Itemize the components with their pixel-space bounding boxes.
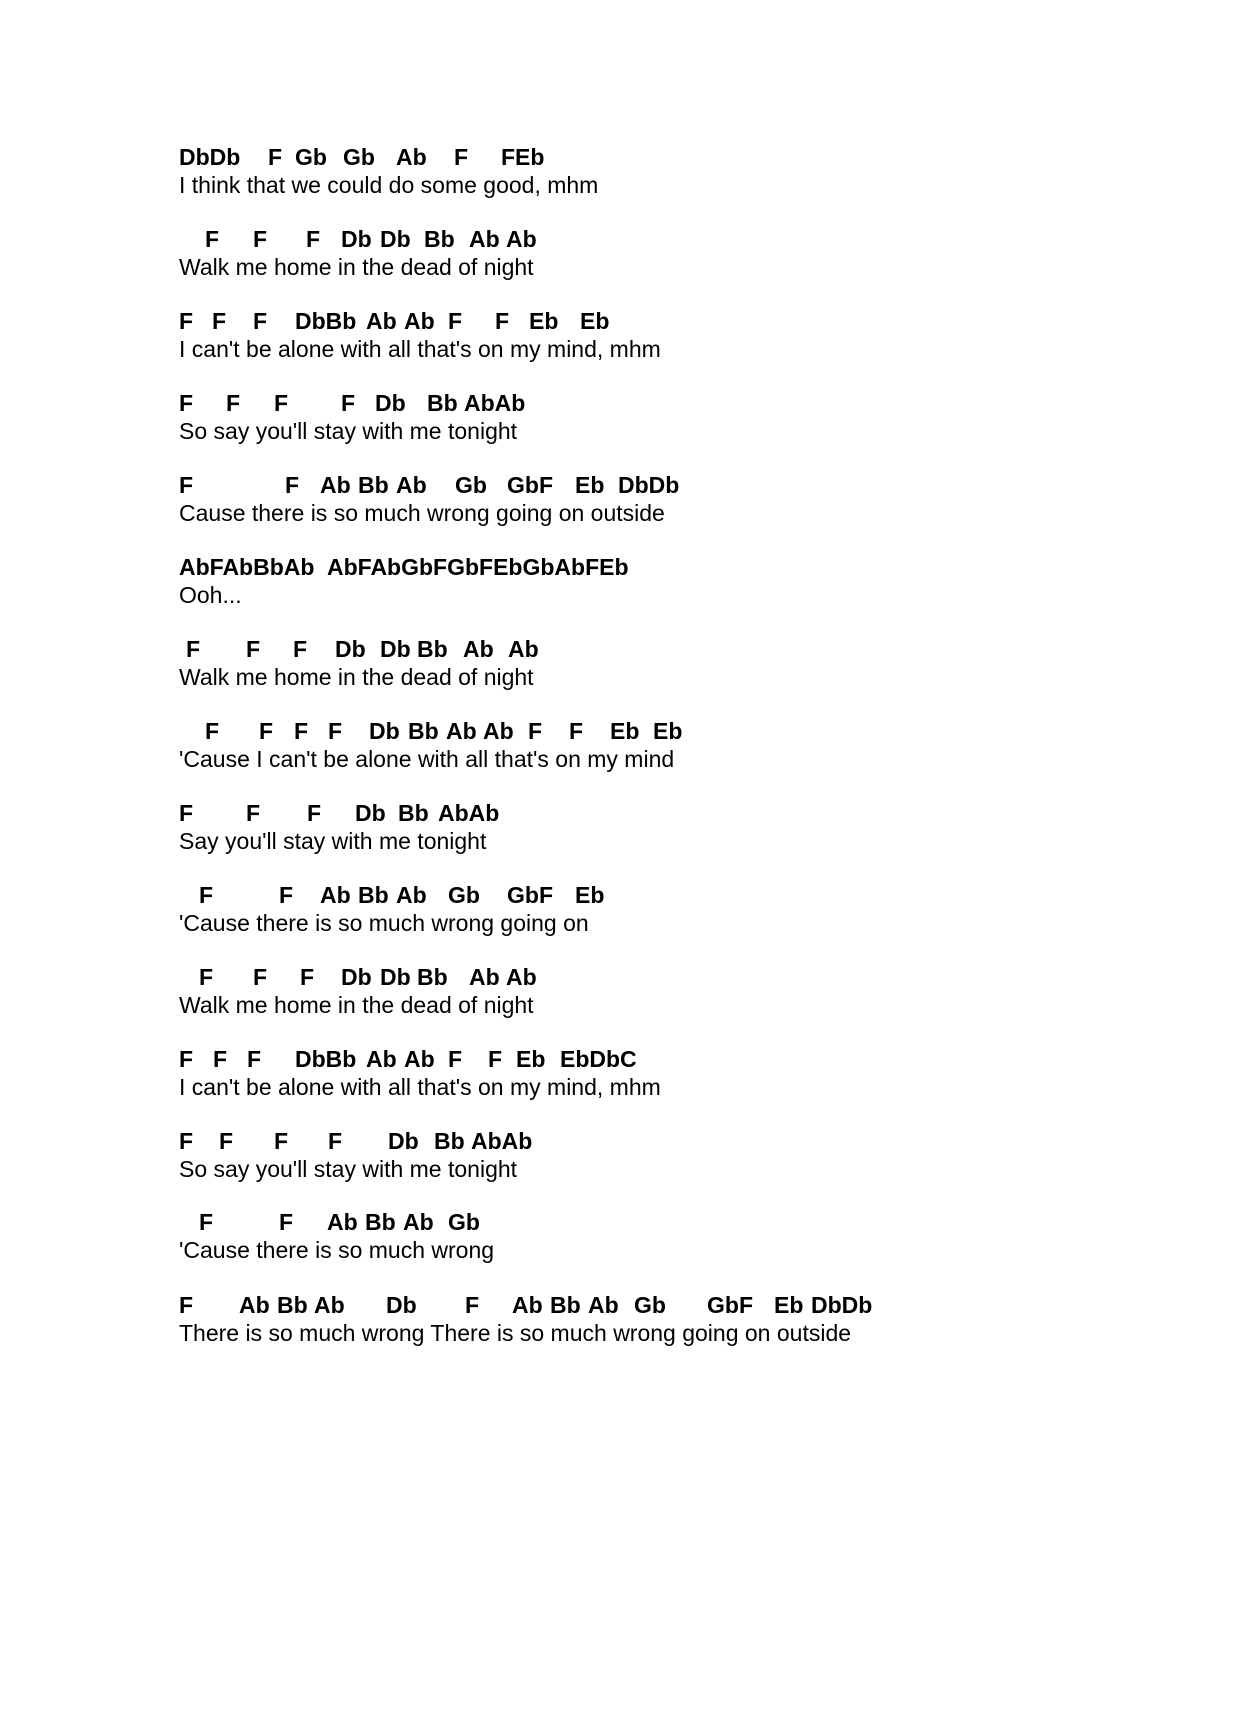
note: AbAb (464, 390, 526, 416)
note: Ab (403, 1209, 434, 1235)
note: F (465, 1292, 480, 1318)
note: F (259, 718, 274, 744)
note: F (294, 718, 309, 744)
lyric-line: Walk me home in the dead of night (179, 664, 534, 690)
note: F (253, 308, 268, 334)
note: AbFAbGbFGbFEbGbAbFEb (327, 554, 629, 580)
note: Ab (366, 1046, 397, 1072)
note: Eb (575, 882, 605, 908)
note: Ab (506, 226, 537, 252)
verse-3 (179, 307, 1179, 363)
note: Ab (588, 1292, 619, 1318)
note: Db (341, 964, 372, 990)
note: F (226, 390, 241, 416)
lyric-line: I think that we could do some good, mhm (179, 172, 599, 198)
note: F (279, 1209, 294, 1235)
note: Db (355, 800, 386, 826)
note: Ab (469, 226, 500, 252)
note: F (179, 1292, 194, 1318)
note-line (179, 143, 1179, 171)
lyric-line: I can't be alone with all that's on my mind, mhm (179, 1074, 661, 1100)
note: F (179, 390, 194, 416)
note: F (199, 964, 214, 990)
note-line (179, 1291, 1179, 1319)
note: F (448, 1046, 463, 1072)
note: Db (380, 964, 411, 990)
note-line (179, 1127, 1179, 1155)
note: Db (375, 390, 406, 416)
note: F (179, 1128, 194, 1154)
note: Ab (396, 472, 427, 498)
note: F (246, 636, 261, 662)
note: Gb (634, 1292, 666, 1318)
note: F (285, 472, 300, 498)
note-line (179, 553, 1179, 581)
lyric-line: I can't be alone with all that's on my mind, mhm (179, 336, 661, 362)
note: F (274, 1128, 289, 1154)
note: F (488, 1046, 503, 1072)
note: Eb (516, 1046, 546, 1072)
note: F (213, 1046, 228, 1072)
verse-8 (179, 717, 1179, 773)
note: Bb (427, 390, 458, 416)
note: Ab (446, 718, 477, 744)
note: Db (380, 636, 411, 662)
verse-4 (179, 389, 1179, 445)
note: Gb (455, 472, 487, 498)
note-line (179, 799, 1179, 827)
note: EbDbC (560, 1046, 637, 1072)
note: Gb (448, 882, 480, 908)
verse-11 (179, 963, 1179, 1019)
note-line (179, 471, 1179, 499)
note: F (328, 718, 343, 744)
note: F (199, 882, 214, 908)
lyric-line: So say you'll stay with me tonight (179, 418, 518, 444)
note: GbF (507, 882, 553, 908)
note: Ab (404, 1046, 435, 1072)
note-line (179, 389, 1179, 417)
note: Ab (506, 964, 537, 990)
note: F (179, 472, 194, 498)
note: F (179, 1046, 194, 1072)
note-line (179, 307, 1179, 335)
verse-14 (179, 1208, 1179, 1264)
verse-13 (179, 1127, 1179, 1183)
note: F (246, 800, 261, 826)
note-line (179, 717, 1179, 745)
note-line (179, 881, 1179, 909)
note: F (268, 144, 283, 170)
note: Db (341, 226, 372, 252)
lyric-line: 'Cause there is so much wrong going on (179, 910, 589, 936)
note: Ab (469, 964, 500, 990)
note: Ab (396, 144, 427, 170)
lyric-line: 'Cause I can't be alone with all that's on my mind (179, 746, 675, 772)
note: F (279, 882, 294, 908)
note: F (341, 390, 356, 416)
note: F (253, 964, 268, 990)
verse-6 (179, 553, 1179, 609)
note: Ab (512, 1292, 543, 1318)
note: F (253, 226, 268, 252)
note: Db (369, 718, 400, 744)
note: GbF (507, 472, 553, 498)
verse-15 (179, 1291, 1179, 1347)
lyric-line: Say you'll stay with me tonight (179, 828, 487, 854)
note: Bb (408, 718, 439, 744)
note: Gb (295, 144, 327, 170)
note: Eb (529, 308, 559, 334)
note: FEb (501, 144, 545, 170)
note: F (199, 1209, 214, 1235)
verse-10 (179, 881, 1179, 937)
note: Ab (320, 472, 351, 498)
verse-1 (179, 143, 1179, 199)
note: Ab (366, 308, 397, 334)
note: F (454, 144, 469, 170)
note: F (448, 308, 463, 334)
note: F (219, 1128, 234, 1154)
note: DbBb (295, 308, 357, 334)
note: Gb (343, 144, 375, 170)
note: F (300, 964, 315, 990)
note: F (212, 308, 227, 334)
note: Ab (320, 882, 351, 908)
note: Bb (398, 800, 429, 826)
note: F (247, 1046, 262, 1072)
note: Eb (774, 1292, 804, 1318)
note: AbAb (438, 800, 500, 826)
note-line (179, 635, 1179, 663)
note: Db (388, 1128, 419, 1154)
note: DbDb (618, 472, 680, 498)
note: Ab (483, 718, 514, 744)
note: GbF (707, 1292, 753, 1318)
note: Ab (314, 1292, 345, 1318)
lyric-line: Walk me home in the dead of night (179, 992, 534, 1018)
lyric-line: So say you'll stay with me tonight (179, 1156, 518, 1182)
note: Bb (358, 472, 389, 498)
note: F (306, 226, 321, 252)
note: Db (386, 1292, 417, 1318)
note: F (569, 718, 584, 744)
note: Bb (417, 636, 448, 662)
note: Ab (508, 636, 539, 662)
note: F (274, 390, 289, 416)
note: F (293, 636, 308, 662)
lyric-line: Walk me home in the dead of night (179, 254, 534, 280)
note: Eb (610, 718, 640, 744)
note: F (328, 1128, 343, 1154)
note: F (528, 718, 543, 744)
note: Bb (365, 1209, 396, 1235)
note: DbDb (179, 144, 241, 170)
verse-12 (179, 1045, 1179, 1101)
note: Bb (550, 1292, 581, 1318)
note: F (179, 800, 194, 826)
note: Bb (434, 1128, 465, 1154)
note: Ab (404, 308, 435, 334)
verse-9 (179, 799, 1179, 855)
note: Gb (448, 1209, 480, 1235)
note-line (179, 225, 1179, 253)
note: DbDb (811, 1292, 873, 1318)
verse-2 (179, 225, 1179, 281)
lyric-line: Cause there is so much wrong going on outside (179, 500, 665, 526)
note-line (179, 1045, 1179, 1073)
note: DbBb (295, 1046, 357, 1072)
lyric-line: There is so much wrong There is so much wrong going on outside (179, 1320, 852, 1346)
note: Ab (239, 1292, 270, 1318)
note: F (205, 226, 220, 252)
note: Bb (358, 882, 389, 908)
verse-5 (179, 471, 1179, 527)
note: Bb (424, 226, 455, 252)
note: F (495, 308, 510, 334)
note: Db (335, 636, 366, 662)
note: Ab (463, 636, 494, 662)
note-line (179, 963, 1179, 991)
note: Ab (327, 1209, 358, 1235)
note: Eb (653, 718, 683, 744)
note: F (179, 308, 194, 334)
note: F (186, 636, 201, 662)
lyric-line: Ooh... (179, 582, 242, 608)
note: AbAb (471, 1128, 533, 1154)
note: F (307, 800, 322, 826)
lyric-line: 'Cause there is so much wrong (179, 1237, 495, 1263)
note: Ab (396, 882, 427, 908)
note: AbFAbBbAb (179, 554, 315, 580)
note: Bb (417, 964, 448, 990)
note: F (205, 718, 220, 744)
note: Bb (277, 1292, 308, 1318)
verse-7 (179, 635, 1179, 691)
note-line (179, 1208, 1179, 1236)
note: Db (380, 226, 411, 252)
note: Eb (580, 308, 610, 334)
note: Eb (575, 472, 605, 498)
